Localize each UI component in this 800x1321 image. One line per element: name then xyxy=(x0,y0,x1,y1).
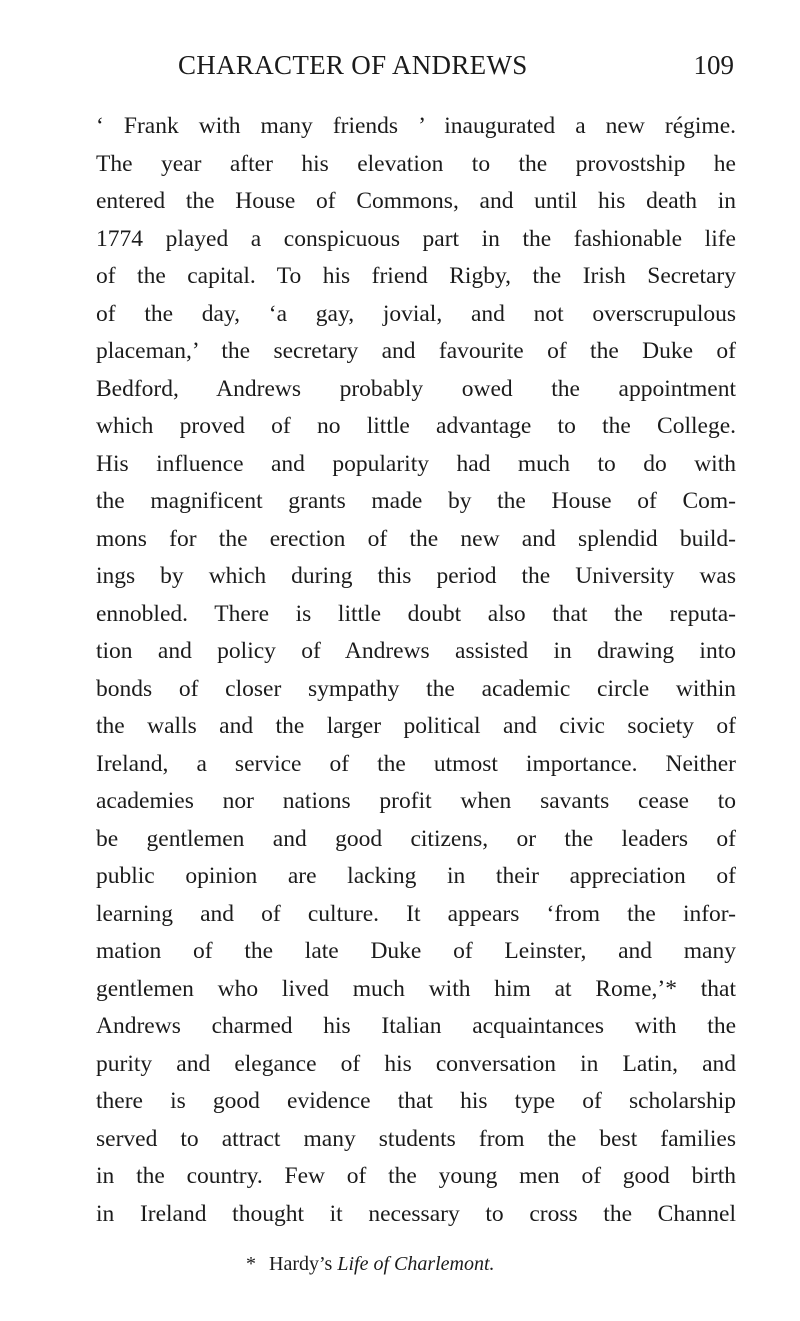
text-line: there is good evidence that his type of scholarship xyxy=(96,1088,736,1114)
text-line: ‘ Frank with many friends ’ inaugurated a new régime. xyxy=(96,113,736,139)
text-line: which proved of no little advantage to the College. xyxy=(96,413,736,439)
text-line: public opinion are lacking in their appreciation of xyxy=(96,863,736,889)
text-line: The year after his elevation to the provostship he xyxy=(96,150,736,177)
running-head xyxy=(96,50,734,90)
text-line: Ireland, a service of the utmost importance. Neither xyxy=(96,750,736,777)
text-line: in Ireland thought it necessary to cross the Channel xyxy=(96,1200,736,1227)
chapter-running-title: CHARACTER OF ANDREWS xyxy=(178,50,528,80)
footnote xyxy=(246,1253,495,1276)
text-line: served to attract many students from the best families xyxy=(96,1125,736,1152)
text-line: bonds of closer sympathy the academic circle within xyxy=(96,675,736,702)
text-line: academies nor nations profit when savants cease to xyxy=(96,788,736,814)
text-line: purity and elegance of his conversation in Latin, and xyxy=(96,1050,736,1077)
text-line: ennobled. There is little doubt also that the reputa- xyxy=(96,600,736,627)
page-number: 109 xyxy=(693,50,734,80)
text-line: mons for the erection of the new and splendid build- xyxy=(96,525,736,552)
text-line: mation of the late Duke of Leinster, and many xyxy=(96,938,736,964)
text-line: 1774 played a conspicuous part in the fashionable life xyxy=(96,225,736,252)
text-line: His influence and popularity had much to do with xyxy=(96,450,736,477)
body-text xyxy=(96,108,736,1233)
text-line: learning and of culture. It appears ‘from the infor- xyxy=(96,900,736,927)
text-line: of the day, ‘a gay, jovial, and not overscrupulous xyxy=(96,300,736,327)
text-line: the magnificent grants made by the House of Com- xyxy=(96,488,736,514)
text-line: in the country. Few of the young men of good birth xyxy=(96,1163,736,1189)
text-line: placeman,’ the secretary and favourite of the Duke of xyxy=(96,338,736,364)
footnote-marker: * xyxy=(246,1253,256,1275)
text-line: gentlemen who lived much with him at Rome,’* that xyxy=(96,975,736,1002)
text-line: the walls and the larger political and civic society of xyxy=(96,713,736,739)
text-line: be gentlemen and good citizens, or the leaders of xyxy=(96,825,736,852)
text-line: ings by which during this period the University was xyxy=(96,563,736,589)
footnote-author: Hardy’s xyxy=(269,1253,333,1275)
text-line: Andrews charmed his Italian acquaintances with the xyxy=(96,1013,736,1039)
text-line: entered the House of Commons, and until his death in xyxy=(96,188,736,214)
text-line: Bedford, Andrews probably owed the appointment xyxy=(96,375,736,402)
footnote-title: Life of Charlemont. xyxy=(337,1253,495,1275)
text-line: of the capital. To his friend Rigby, the Irish Secretary xyxy=(96,263,736,289)
text-line: tion and policy of Andrews assisted in drawing into xyxy=(96,638,736,664)
